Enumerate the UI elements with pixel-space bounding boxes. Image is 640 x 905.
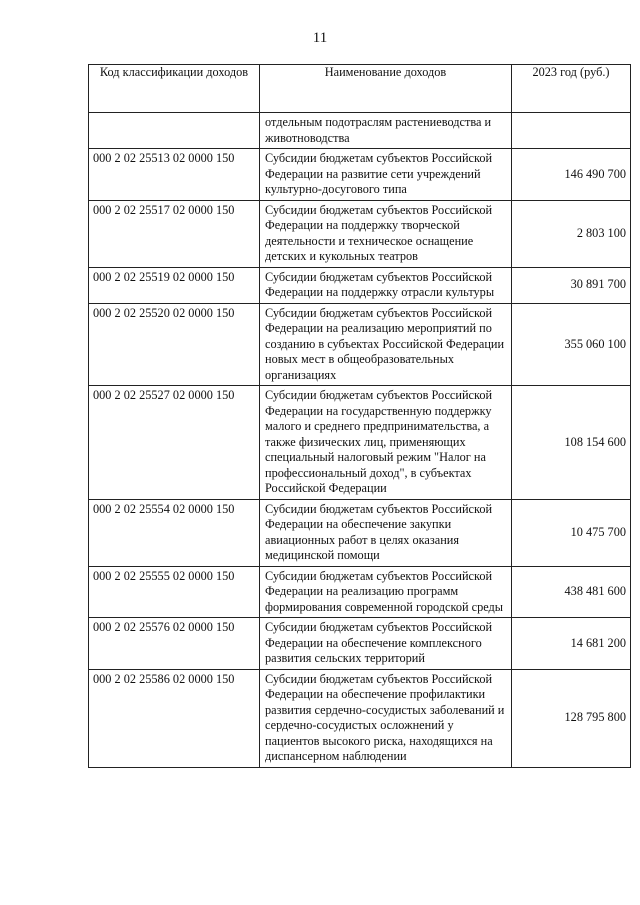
header-amount: 2023 год (руб.) — [512, 65, 631, 113]
income-code: 000 2 02 25517 02 0000 150 — [89, 200, 260, 267]
table-row — [89, 566, 631, 618]
table-row — [89, 499, 631, 566]
income-name: Субсидии бюджетам субъектов Российской Федерации на государственную поддержку малого и среднего предпринимательства, а также физических лиц, применяющих специальный налоговый режим "Налог на профессиональный доход", в субъектах Российской Федерации — [260, 386, 512, 500]
table-row — [89, 113, 631, 149]
income-amount — [512, 113, 631, 149]
income-amount: 108 154 600 — [512, 386, 631, 500]
income-name: Субсидии бюджетам субъектов Российской Федерации на поддержку творческой деятельности и техническое оснащение детских и кукольных театров — [260, 200, 512, 267]
table-row — [89, 669, 631, 767]
page-number: 11 — [312, 30, 328, 46]
income-name: Субсидии бюджетам субъектов Российской Федерации на обеспечение профилактики развития сердечно-сосудистых заболеваний и сердечно-сосудистых осложнений у пациентов высокого риска, находящихся на диспансерном наблюдении — [260, 669, 512, 767]
income-amount: 438 481 600 — [512, 566, 631, 618]
table-header-row — [89, 65, 631, 113]
income-code: 000 2 02 25520 02 0000 150 — [89, 303, 260, 386]
income-code — [89, 113, 260, 149]
income-name: Субсидии бюджетам субъектов Российской Федерации на развитие сети учреждений культурно-досугового типа — [260, 149, 512, 201]
income-name: Субсидии бюджетам субъектов Российской Федерации на поддержку отрасли культуры — [260, 267, 512, 303]
income-table — [88, 64, 631, 768]
income-code: 000 2 02 25527 02 0000 150 — [89, 386, 260, 500]
income-code: 000 2 02 25519 02 0000 150 — [89, 267, 260, 303]
income-name: Субсидии бюджетам субъектов Российской Федерации на реализацию мероприятий по созданию в субъектах Российской Федерации новых мест в общеобразовательных организациях — [260, 303, 512, 386]
table-row — [89, 149, 631, 201]
income-amount: 30 891 700 — [512, 267, 631, 303]
header-code: Код классификации доходов — [89, 65, 260, 113]
income-code: 000 2 02 25555 02 0000 150 — [89, 566, 260, 618]
header-name: Наименование доходов — [260, 65, 512, 113]
table-row — [89, 303, 631, 386]
income-amount: 14 681 200 — [512, 618, 631, 670]
income-name: Субсидии бюджетам субъектов Российской Федерации на реализацию программ формирования современной городской среды — [260, 566, 512, 618]
income-amount: 128 795 800 — [512, 669, 631, 767]
income-code: 000 2 02 25586 02 0000 150 — [89, 669, 260, 767]
income-amount: 2 803 100 — [512, 200, 631, 267]
income-code: 000 2 02 25554 02 0000 150 — [89, 499, 260, 566]
table-row — [89, 618, 631, 670]
income-amount: 355 060 100 — [512, 303, 631, 386]
income-name: отдельным подотраслям растениеводства и животноводства — [260, 113, 512, 149]
income-code: 000 2 02 25576 02 0000 150 — [89, 618, 260, 670]
income-amount: 146 490 700 — [512, 149, 631, 201]
income-name: Субсидии бюджетам субъектов Российской Федерации на обеспечение закупки авиационных работ в целях оказания медицинской помощи — [260, 499, 512, 566]
table-row — [89, 386, 631, 500]
table-row — [89, 267, 631, 303]
table-row — [89, 200, 631, 267]
income-name: Субсидии бюджетам субъектов Российской Федерации на обеспечение комплексного развития сельских территорий — [260, 618, 512, 670]
income-amount: 10 475 700 — [512, 499, 631, 566]
income-code: 000 2 02 25513 02 0000 150 — [89, 149, 260, 201]
